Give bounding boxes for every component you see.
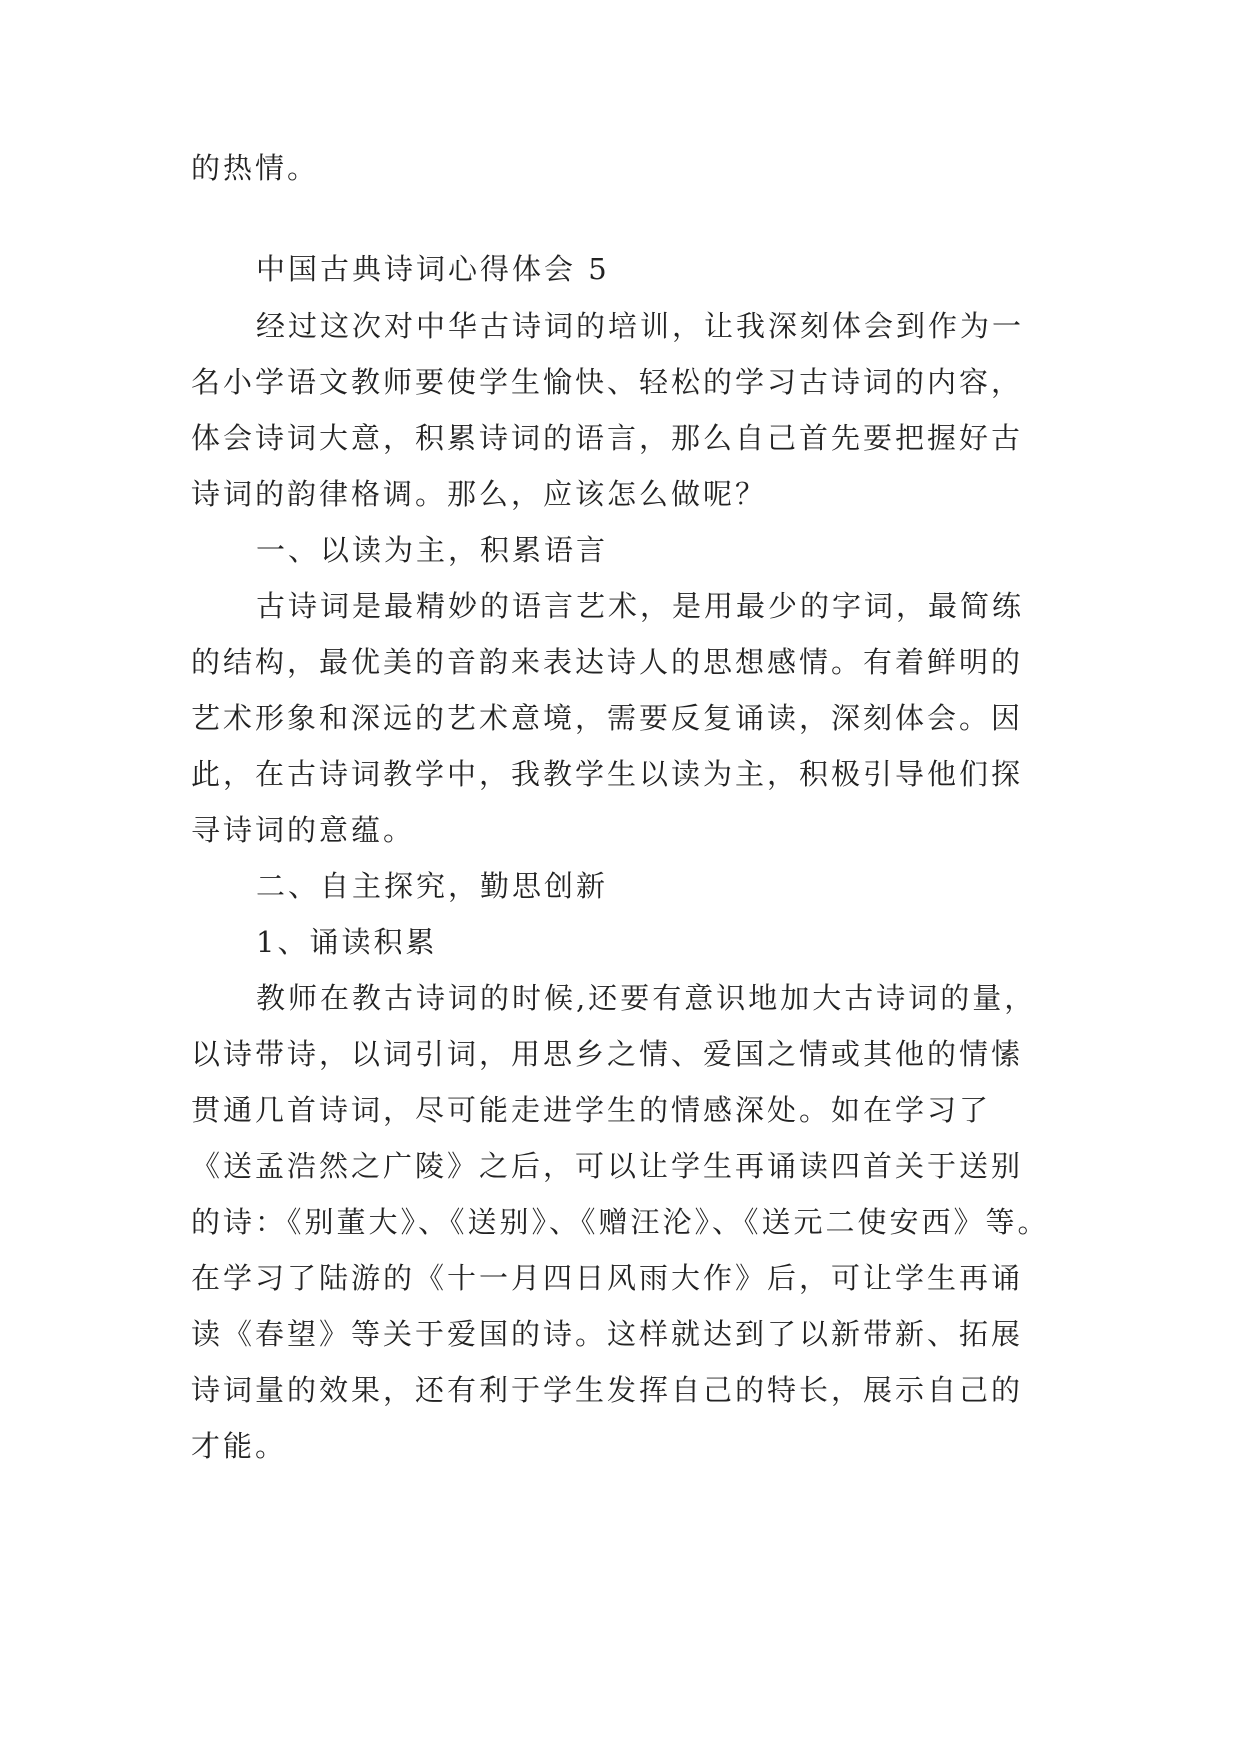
text-line: 读《春望》等关于爱国的诗。这样就达到了以新带新、拓展 (191, 1317, 1024, 1351)
text-line: 诗词的韵律格调。那么，应该怎么做呢？ (191, 477, 768, 511)
text-line: 的热情。 (191, 151, 320, 185)
text-line: 的诗：《别董大》、《送别》、《赠汪沦》、《送元二使安西》等。 (191, 1205, 1050, 1239)
text-line: 《送孟浩然之广陵》之后，可以让学生再诵读四首关于送别 (191, 1149, 1024, 1183)
text-line: 此，在古诗词教学中，我教学生以读为主，积极引导他们探 (191, 757, 1024, 791)
section-heading: 中国古典诗词心得体会 5 (256, 252, 610, 286)
text-line: 名小学语文教师要使学生愉快、轻松的学习古诗词的内容， (191, 365, 1024, 399)
text-line: 在学习了陆游的《十一月四日风雨大作》后，可让学生再诵 (191, 1261, 1024, 1295)
subheading: 二、自主探究，勤思创新 (256, 869, 609, 903)
text-line: 教师在教古诗词的时候,还要有意识地加大古诗词的量， (256, 981, 1037, 1015)
text-line: 才能。 (191, 1429, 288, 1463)
text-line: 艺术形象和深远的艺术意境，需要反复诵读，深刻体会。因 (191, 701, 1024, 735)
text-line: 古诗词是最精妙的语言艺术，是用最少的字词，最简练 (256, 589, 1025, 623)
text-line: 体会诗词大意，积累诗词的语言，那么自己首先要把握好古 (191, 421, 1024, 455)
text-line: 贯通几首诗词，尽可能走进学生的情感深处。如在学习了 (191, 1093, 992, 1127)
text-line: 寻诗词的意蕴。 (191, 813, 416, 847)
text-line: 经过这次对中华古诗词的培训，让我深刻体会到作为一 (256, 309, 1025, 343)
text-line: 以诗带诗，以词引词，用思乡之情、爱国之情或其他的情愫 (191, 1037, 1024, 1071)
subheading: 1、诵读积累 (256, 925, 438, 959)
text-line: 的结构，最优美的音韵来表达诗人的思想感情。有着鲜明的 (191, 645, 1024, 679)
subheading: 一、以读为主，积累语言 (256, 533, 609, 567)
text-line: 诗词量的效果，还有利于学生发挥自己的特长，展示自己的 (191, 1373, 1024, 1407)
